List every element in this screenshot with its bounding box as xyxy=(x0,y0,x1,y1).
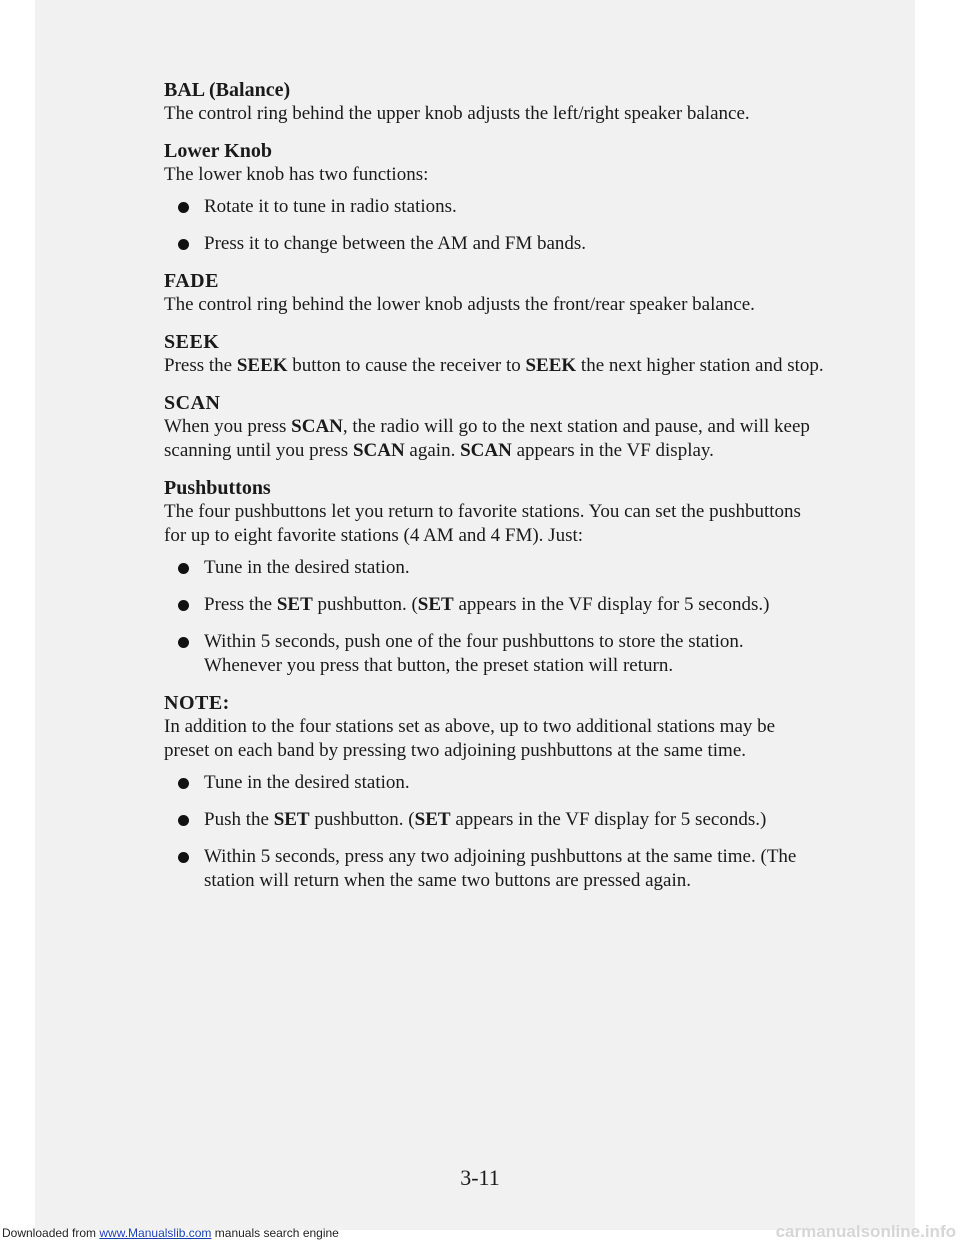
bold-term: SCAN xyxy=(291,416,343,437)
bullet-text: Within 5 seconds, push one of the four pushbuttons to store the station. Whenever you press that button, the preset station will return. xyxy=(204,631,744,676)
text-run: button to cause the receiver to xyxy=(287,355,526,376)
text-run: When you press xyxy=(164,416,292,437)
bold-term: SEEK xyxy=(525,355,577,376)
bullet-text: Within 5 seconds, press any two adjoining pushbuttons at the same time. (The station will return when the same two buttons are pressed again. xyxy=(204,846,797,891)
text-run: pushbutton. ( xyxy=(312,594,418,615)
list-item xyxy=(164,771,824,795)
list-item xyxy=(164,808,824,832)
bullet-text: Rotate it to tune in radio stations. xyxy=(204,196,457,217)
note-bullet-list xyxy=(164,771,824,893)
heading-lower-knob: Lower Knob xyxy=(164,140,272,162)
bullet-icon xyxy=(178,600,189,611)
para-scan xyxy=(164,415,824,463)
footer-suffix: manuals search engine xyxy=(211,1226,339,1240)
bullet-icon xyxy=(178,202,189,213)
section-fade xyxy=(164,269,824,317)
footer-prefix: Downloaded from xyxy=(2,1226,100,1240)
text-run: Push the xyxy=(204,809,274,830)
section-lower-knob xyxy=(164,139,824,256)
text-run: pushbutton. ( xyxy=(309,809,415,830)
text-run: again. xyxy=(404,440,461,461)
page-number: 3-11 xyxy=(460,1165,500,1190)
section-pushbuttons xyxy=(164,476,824,678)
section-scan xyxy=(164,391,824,463)
para-balance: The control ring behind the upper knob adjusts the left/right speaker balance. xyxy=(164,103,750,124)
bullet-icon xyxy=(178,239,189,250)
heading-note: NOTE: xyxy=(164,692,230,714)
list-item xyxy=(164,845,824,893)
para-lower-knob: The lower knob has two functions: xyxy=(164,164,429,185)
bullet-icon xyxy=(178,815,189,826)
text-run: appears in the VF display. xyxy=(511,440,714,461)
bold-term: SET xyxy=(276,594,313,615)
text-run: the next higher station and stop. xyxy=(576,355,824,376)
bold-term: SCAN xyxy=(460,440,512,461)
section-seek xyxy=(164,330,824,378)
bold-term: SCAN xyxy=(352,440,405,461)
text-run: Press the xyxy=(204,594,277,615)
text-run: Press the xyxy=(164,355,237,376)
text-run: appears in the VF display for 5 seconds.) xyxy=(450,809,767,830)
bullet-icon xyxy=(178,563,189,574)
page-content xyxy=(164,78,824,906)
section-note xyxy=(164,691,824,893)
lower-knob-bullet-list xyxy=(164,195,824,256)
heading-balance: BAL (Balance) xyxy=(164,79,291,101)
bold-term: SET xyxy=(414,809,451,830)
heading-pushbuttons: Pushbuttons xyxy=(164,477,271,499)
para-note: In addition to the four stations set as above, up to two additional stations may be preset on each band by pressing two adjoining pushbuttons at the same time. xyxy=(164,716,776,761)
para-seek xyxy=(164,354,824,378)
pushbuttons-bullet-list xyxy=(164,556,824,678)
watermark-logo: carmanualsonline.info xyxy=(775,1222,956,1241)
section-balance xyxy=(164,78,824,126)
list-item xyxy=(164,556,824,580)
bullet-text: Press it to change between the AM and FM bands. xyxy=(204,233,587,254)
para-pushbuttons: The four pushbuttons let you return to favorite stations. You can set the pushbuttons for up to eight favorite stations (4 AM and 4 FM). Just: xyxy=(164,501,801,546)
list-item xyxy=(164,195,824,219)
bullet-icon xyxy=(178,778,189,789)
bold-term: SEEK xyxy=(236,355,288,376)
bold-term: SET xyxy=(417,594,454,615)
download-footer xyxy=(2,1226,339,1240)
bullet-text: Tune in the desired station. xyxy=(204,772,410,793)
bullet-text: Tune in the desired station. xyxy=(204,557,410,578)
heading-scan: SCAN xyxy=(164,392,221,414)
list-item xyxy=(164,593,824,617)
text-run: appears in the VF display for 5 seconds.) xyxy=(453,594,770,615)
para-fade: The control ring behind the lower knob adjusts the front/rear speaker balance. xyxy=(164,294,755,315)
bullet-icon xyxy=(178,852,189,863)
list-item xyxy=(164,232,824,256)
heading-fade: FADE xyxy=(164,270,219,292)
bold-term: SET xyxy=(273,809,310,830)
heading-seek: SEEK xyxy=(164,331,220,353)
text-run: , the radio will go to the next station and pause, and will keep scanning until you press xyxy=(164,416,810,461)
list-item xyxy=(164,630,824,678)
bullet-icon xyxy=(178,637,189,648)
manualslib-link[interactable]: www.Manualslib.com xyxy=(99,1226,212,1240)
